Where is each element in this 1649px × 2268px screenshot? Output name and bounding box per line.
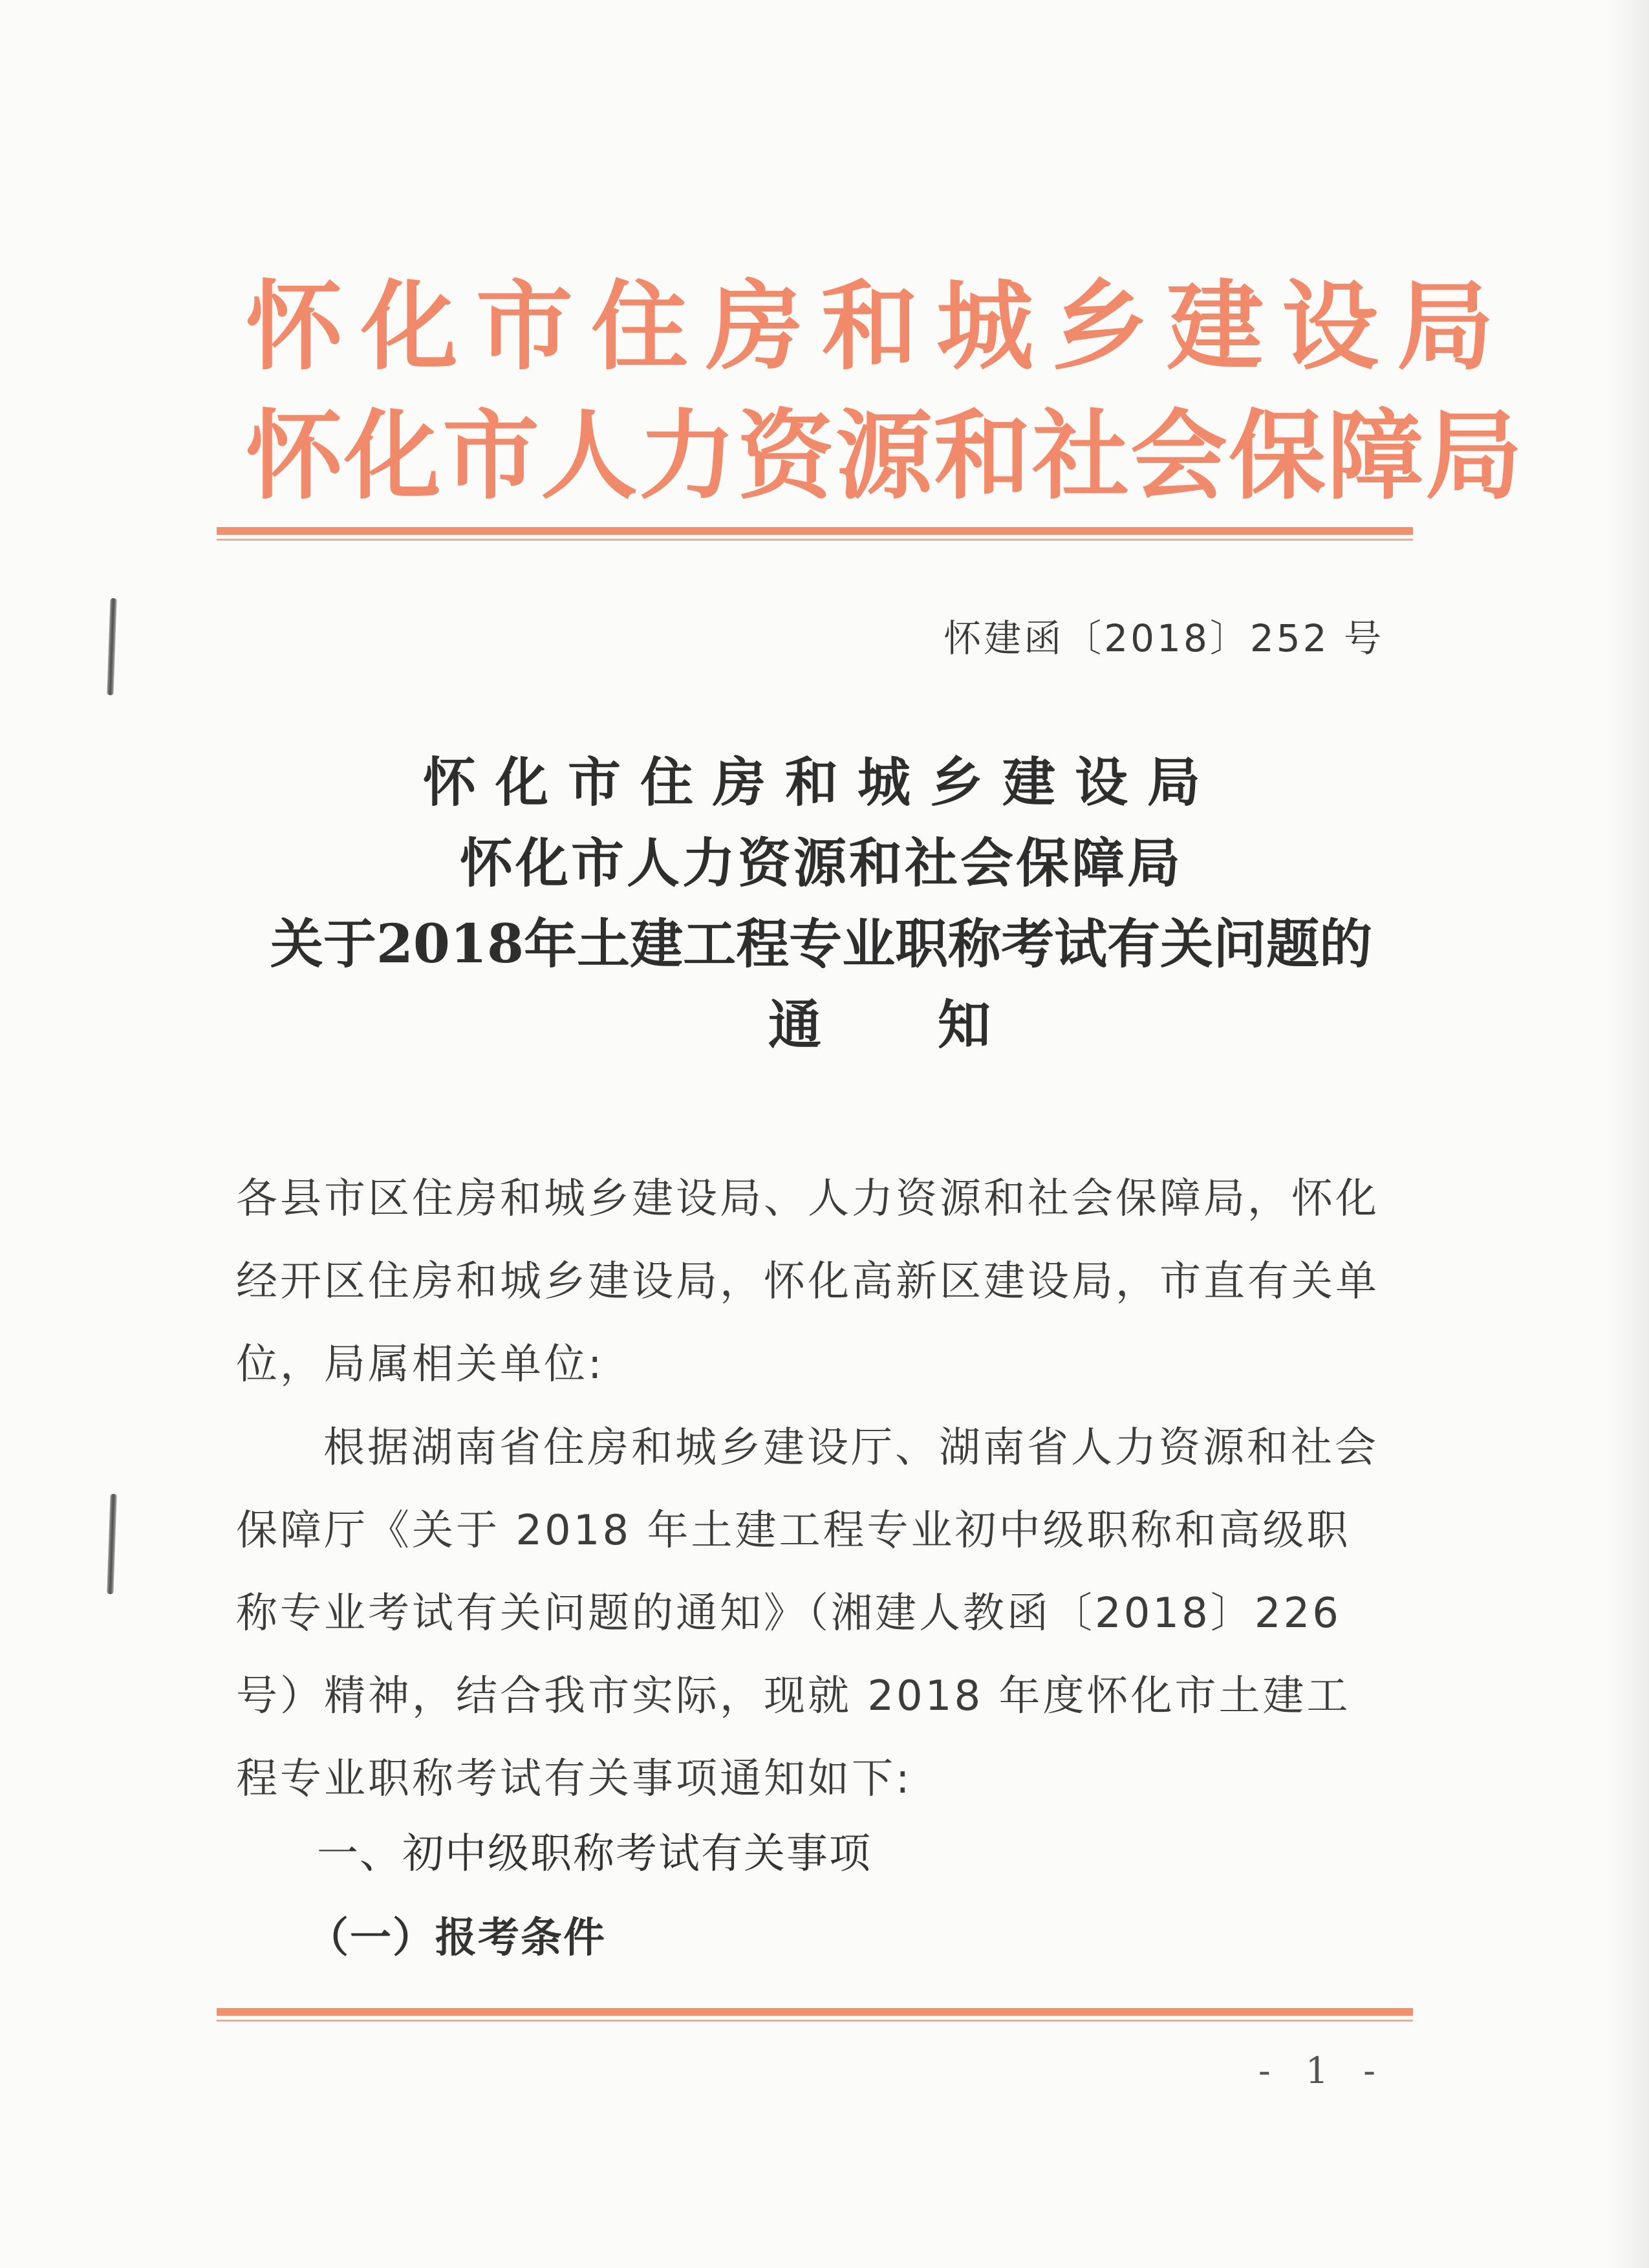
footer-red-rule-thin [217,2020,1413,2022]
staple-mark [107,598,116,695]
title-line-2: 怀化市人力资源和社会保障局 [459,832,1183,894]
title-line-3: 关于2018年土建工程专业职称考试有关问题的 [270,913,1373,975]
footer-red-rule [217,2008,1413,2016]
letterhead-line-1: 怀化市住房和城乡建设局 [246,270,1513,383]
title-line-4: 通知 [768,994,1107,1056]
body-paragraph: 根据湖南省住房和城乡建设厅、湖南省人力资源和社会保障厅《关于 2018 年土建工程专业初中级职称和高级职称专业考试有关问题的通知》（湘建人教函〔2018〕226 号）精神，结合我市实际，现就 2018 年度怀化市土建工程专业职称考试有关事项通知如下: [236,1424,1379,1803]
letterhead-line-2: 怀化市人力资源和社会保障局 [246,399,1524,513]
page-number: - 1 - [1258,2050,1387,2092]
subsection-heading: （一）报考条件 [307,1914,606,1962]
staple-mark [107,1494,116,1594]
header-red-rule [217,527,1413,535]
document-number: 怀建函〔2018〕252 号 [943,616,1384,660]
title-line-1: 怀化市住房和城乡建设局 [422,751,1220,814]
recipients-paragraph: 各县市区住房和城乡建设局、人力资源和社会保障局，怀化经开区住房和城乡建设局，怀化高新区建设局，市直有关单位，局属相关单位: [236,1175,1379,1388]
header-red-rule-thin [217,539,1413,541]
scan-edge-shadow [1610,0,1649,2268]
section-heading: 一、初中级职称考试有关事项 [317,1830,872,1878]
